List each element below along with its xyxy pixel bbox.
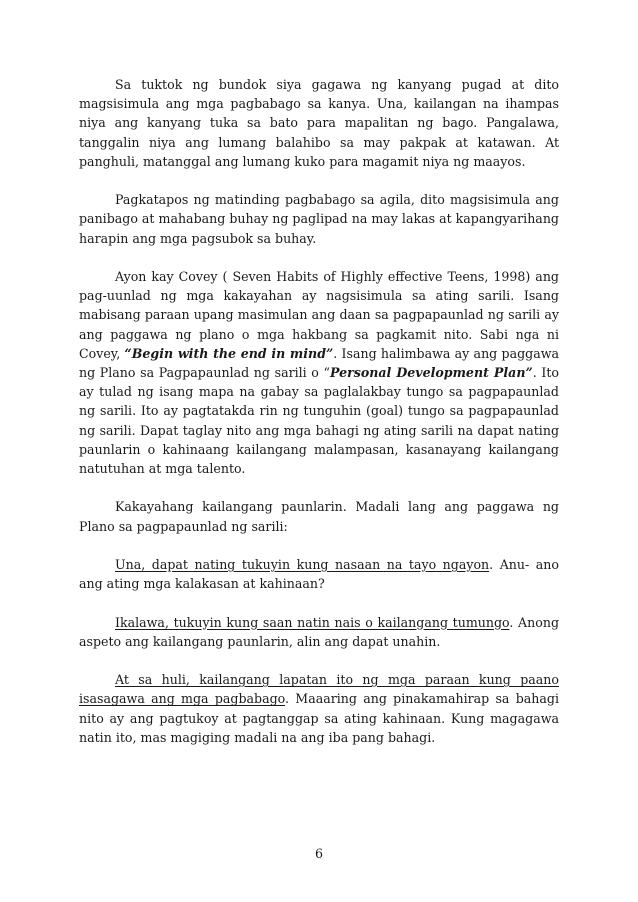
step-ikalawa-rest: . Anong aspeto ang kailangang paunlarin, alin ang dapat unahin. xyxy=(79,614,560,649)
covey-quote-personal-development-plan: Personal Development Plan” xyxy=(329,365,533,381)
paragraph-step-ikalawa xyxy=(79,613,559,651)
step-una-rest: . Anu- ano ang ating mga kalakasan at kahinaan? xyxy=(79,557,559,592)
document-body xyxy=(79,75,559,766)
covey-text-part-3: . Ito ay tulad ng isang mapa na gabay sa paglalakbay tungo sa pagpapaunlad ng sarili. Ito ay pagtatakda rin ng tunguhin (goal) tungo sa pagpapaunlad ng sarili. Dapat taglay nito ang mga bahagi ng ating sarili na dapat nating paunlarin o kahinaang kailangang malampasan, kasanayang kailangang natutuhan at mga talento. xyxy=(79,365,560,477)
page-number: 6 xyxy=(314,846,323,861)
paragraph-covey xyxy=(79,267,559,478)
step-una-underlined: Una, dapat nating tukuyin kung nasaan na tayo ngayon xyxy=(115,557,490,573)
paragraph-step-una xyxy=(79,555,559,593)
covey-text-part-1: Ayon kay Covey ( Seven Habits of Highly effective Teens, 1998) ang pag-uunlad ng mga kakayahan ay nagsisimula sa ating sarili. Isang mabisang paraan upang masimulan ang daan sa pagpapaunlad ng sarili ay ang paggawa ng plano o mga hakbang sa pagkamit nito. Sabi nga ni Covey, xyxy=(79,269,559,361)
step-ikalawa-underlined: Ikalawa, tukuyin kung saan natin nais o kailangang tumungo xyxy=(115,614,510,630)
paragraph-agila-paglipad: Pagkatapos ng matinding pagbabago sa agila, dito magsisimula ang panibago at mahabang buhay ng paglipad na may lakas at kapangyarihang harapin ang mga pagsubok sa buhay. xyxy=(79,192,559,246)
covey-text-part-2: . Isang halimbawa ay ang paggawa ng Plano sa Pagpapaunlad ng sarili o “ xyxy=(79,345,560,381)
step-huli-underlined: At sa huli, kailangang lapatan ito ng mga paraan kung paano isasagawa ang mga pagbabago xyxy=(79,672,559,707)
paragraph-step-huli xyxy=(79,670,559,747)
step-huli-rest: . Maaaring ang pinakamahirap sa bahagi nito ay ang pagtukoy at pagtanggap sa ating kahinaan. Kung magagawa natin ito, mas magiging madali na ang iba pang bahagi. xyxy=(79,691,559,745)
paragraph-agila-pagbabago: Sa tuktok ng bundok siya gagawa ng kanyang pugad at dito magsisimula ang mga pagbabago sa kanya. Una, kailangan na ihampas niya ang kanyang tuka sa bato para mapalitan ng bago. Pangalawa, tanggalin niya ang lumang balahibo sa may pakpak at katawan. At panghuli, matanggal ang lumang kuko para magamit niya ng maayos. xyxy=(79,77,559,169)
paragraph-kakayahan: Kakayahang kailangang paunlarin. Madali lang ang paggawa ng Plano sa pagpapaunlad ng sarili: xyxy=(79,499,559,534)
covey-quote-begin-with-end: “Begin with the end in mind” xyxy=(124,345,334,361)
